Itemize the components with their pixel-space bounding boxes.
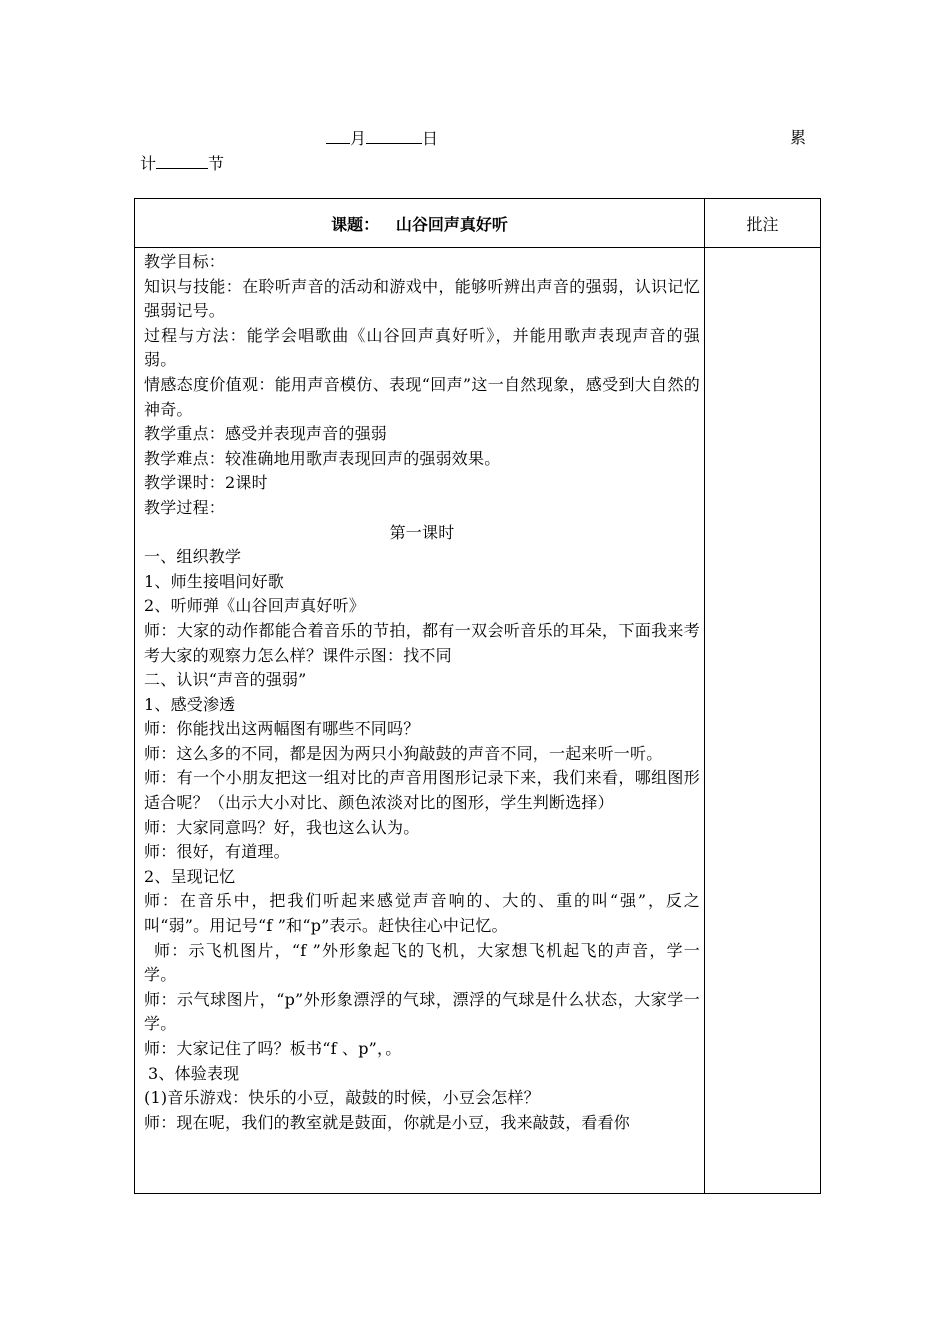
lesson-plan-table (134, 198, 821, 1194)
content-line: 2、听师弹《山谷回声真好听》 (144, 596, 365, 616)
date-line (326, 128, 438, 149)
cumulative-label-part2: 计 (140, 154, 157, 173)
content-line: 知识与技能：在聆听声音的活动和游戏中，能够听辨出声音的强弱，认识记忆强弱记号。 (144, 276, 700, 321)
content-line: 师：有一个小朋友把这一组对比的声音用图形记录下来，我们来看，哪组图形适合呢？（出示大小对比、颜色浓淡对比的图形，学生判断选择） (144, 768, 700, 813)
content-line: 师：示飞机图片，“f ”外形象起飞的飞机，大家想飞机起飞的声音，学一学。 (144, 940, 700, 985)
content-line: 教学难点：较准确地用歌声表现回声的强弱效果。 (144, 448, 501, 468)
content-line: 3、体验表现 (148, 1063, 240, 1083)
day-blank (366, 128, 422, 144)
content-line: 一、组织教学 (144, 547, 242, 567)
day-label: 日 (422, 129, 439, 148)
content-line: 师：这么多的不同，都是因为两只小狗敲鼓的声音不同，一起来听一听。 (144, 743, 663, 763)
content-line: 二、认识“声音的强弱” (144, 670, 307, 690)
content-line: 过程与方法：能学会唱歌曲《山谷回声真好听》，并能用歌声表现声音的强弱。 (144, 325, 700, 370)
lesson-period-heading: 第一课时 (389, 522, 455, 542)
content-line: 2、呈现记忆 (144, 866, 236, 886)
content-line: 师：示气球图片，“p”外形象漂浮的气球，漂浮的气球是什么状态，大家学一学。 (144, 989, 700, 1034)
remark-cell (705, 248, 821, 1194)
content-line: 师：大家记住了吗？板书“f 、p”，。 (144, 1039, 402, 1058)
month-blank (326, 128, 350, 144)
lesson-title: 山谷回声真好听 (395, 214, 508, 234)
content-line: 师：在音乐中，把我们听起来感觉声音响的、大的、重的叫“强”，反之叫“弱”。用记号“f ”和“p”表示。赶快往心中记忆。 (144, 891, 700, 936)
cumulative-line (140, 153, 224, 174)
content-line: 1、感受渗透 (144, 694, 236, 714)
content-line: 情感态度价值观：能用声音模仿、表现“回声”这一自然现象，感受到大自然的神奇。 (144, 374, 700, 419)
month-label: 月 (350, 129, 367, 148)
content-line: 教学目标： (144, 252, 226, 271)
content-line: 师：大家同意吗？好，我也这么认为。 (144, 817, 420, 837)
title-label: 课题： (331, 214, 380, 234)
content-line: 教学课时：2课时 (144, 473, 268, 493)
lesson-content (135, 248, 705, 1194)
section-blank (156, 153, 208, 169)
lesson-title-cell (135, 199, 705, 248)
content-line: 1、师生接唱问好歌 (144, 571, 284, 591)
cumulative-label-part1: 累 (790, 128, 807, 147)
remark-header: 批注 (705, 199, 821, 248)
content-line: 师：你能找出这两幅图有哪些不同吗？ (144, 719, 420, 739)
content-line: (1)音乐游戏：快乐的小豆，敲鼓的时候，小豆会怎样？ (144, 1088, 540, 1108)
content-line: 教学过程： (144, 497, 226, 517)
content-line: 师：很好，有道理。 (144, 842, 290, 862)
section-label: 节 (208, 154, 225, 173)
content-line: 师：现在呢，我们的教室就是鼓面，你就是小豆，我来敲鼓，看看你 (144, 1112, 631, 1132)
content-line: 师：大家的动作都能合着音乐的节拍，都有一双会听音乐的耳朵，下面我来考考大家的观察力怎么样？课件示图：找不同 (144, 620, 700, 665)
content-line: 教学重点：感受并表现声音的强弱 (144, 424, 388, 444)
